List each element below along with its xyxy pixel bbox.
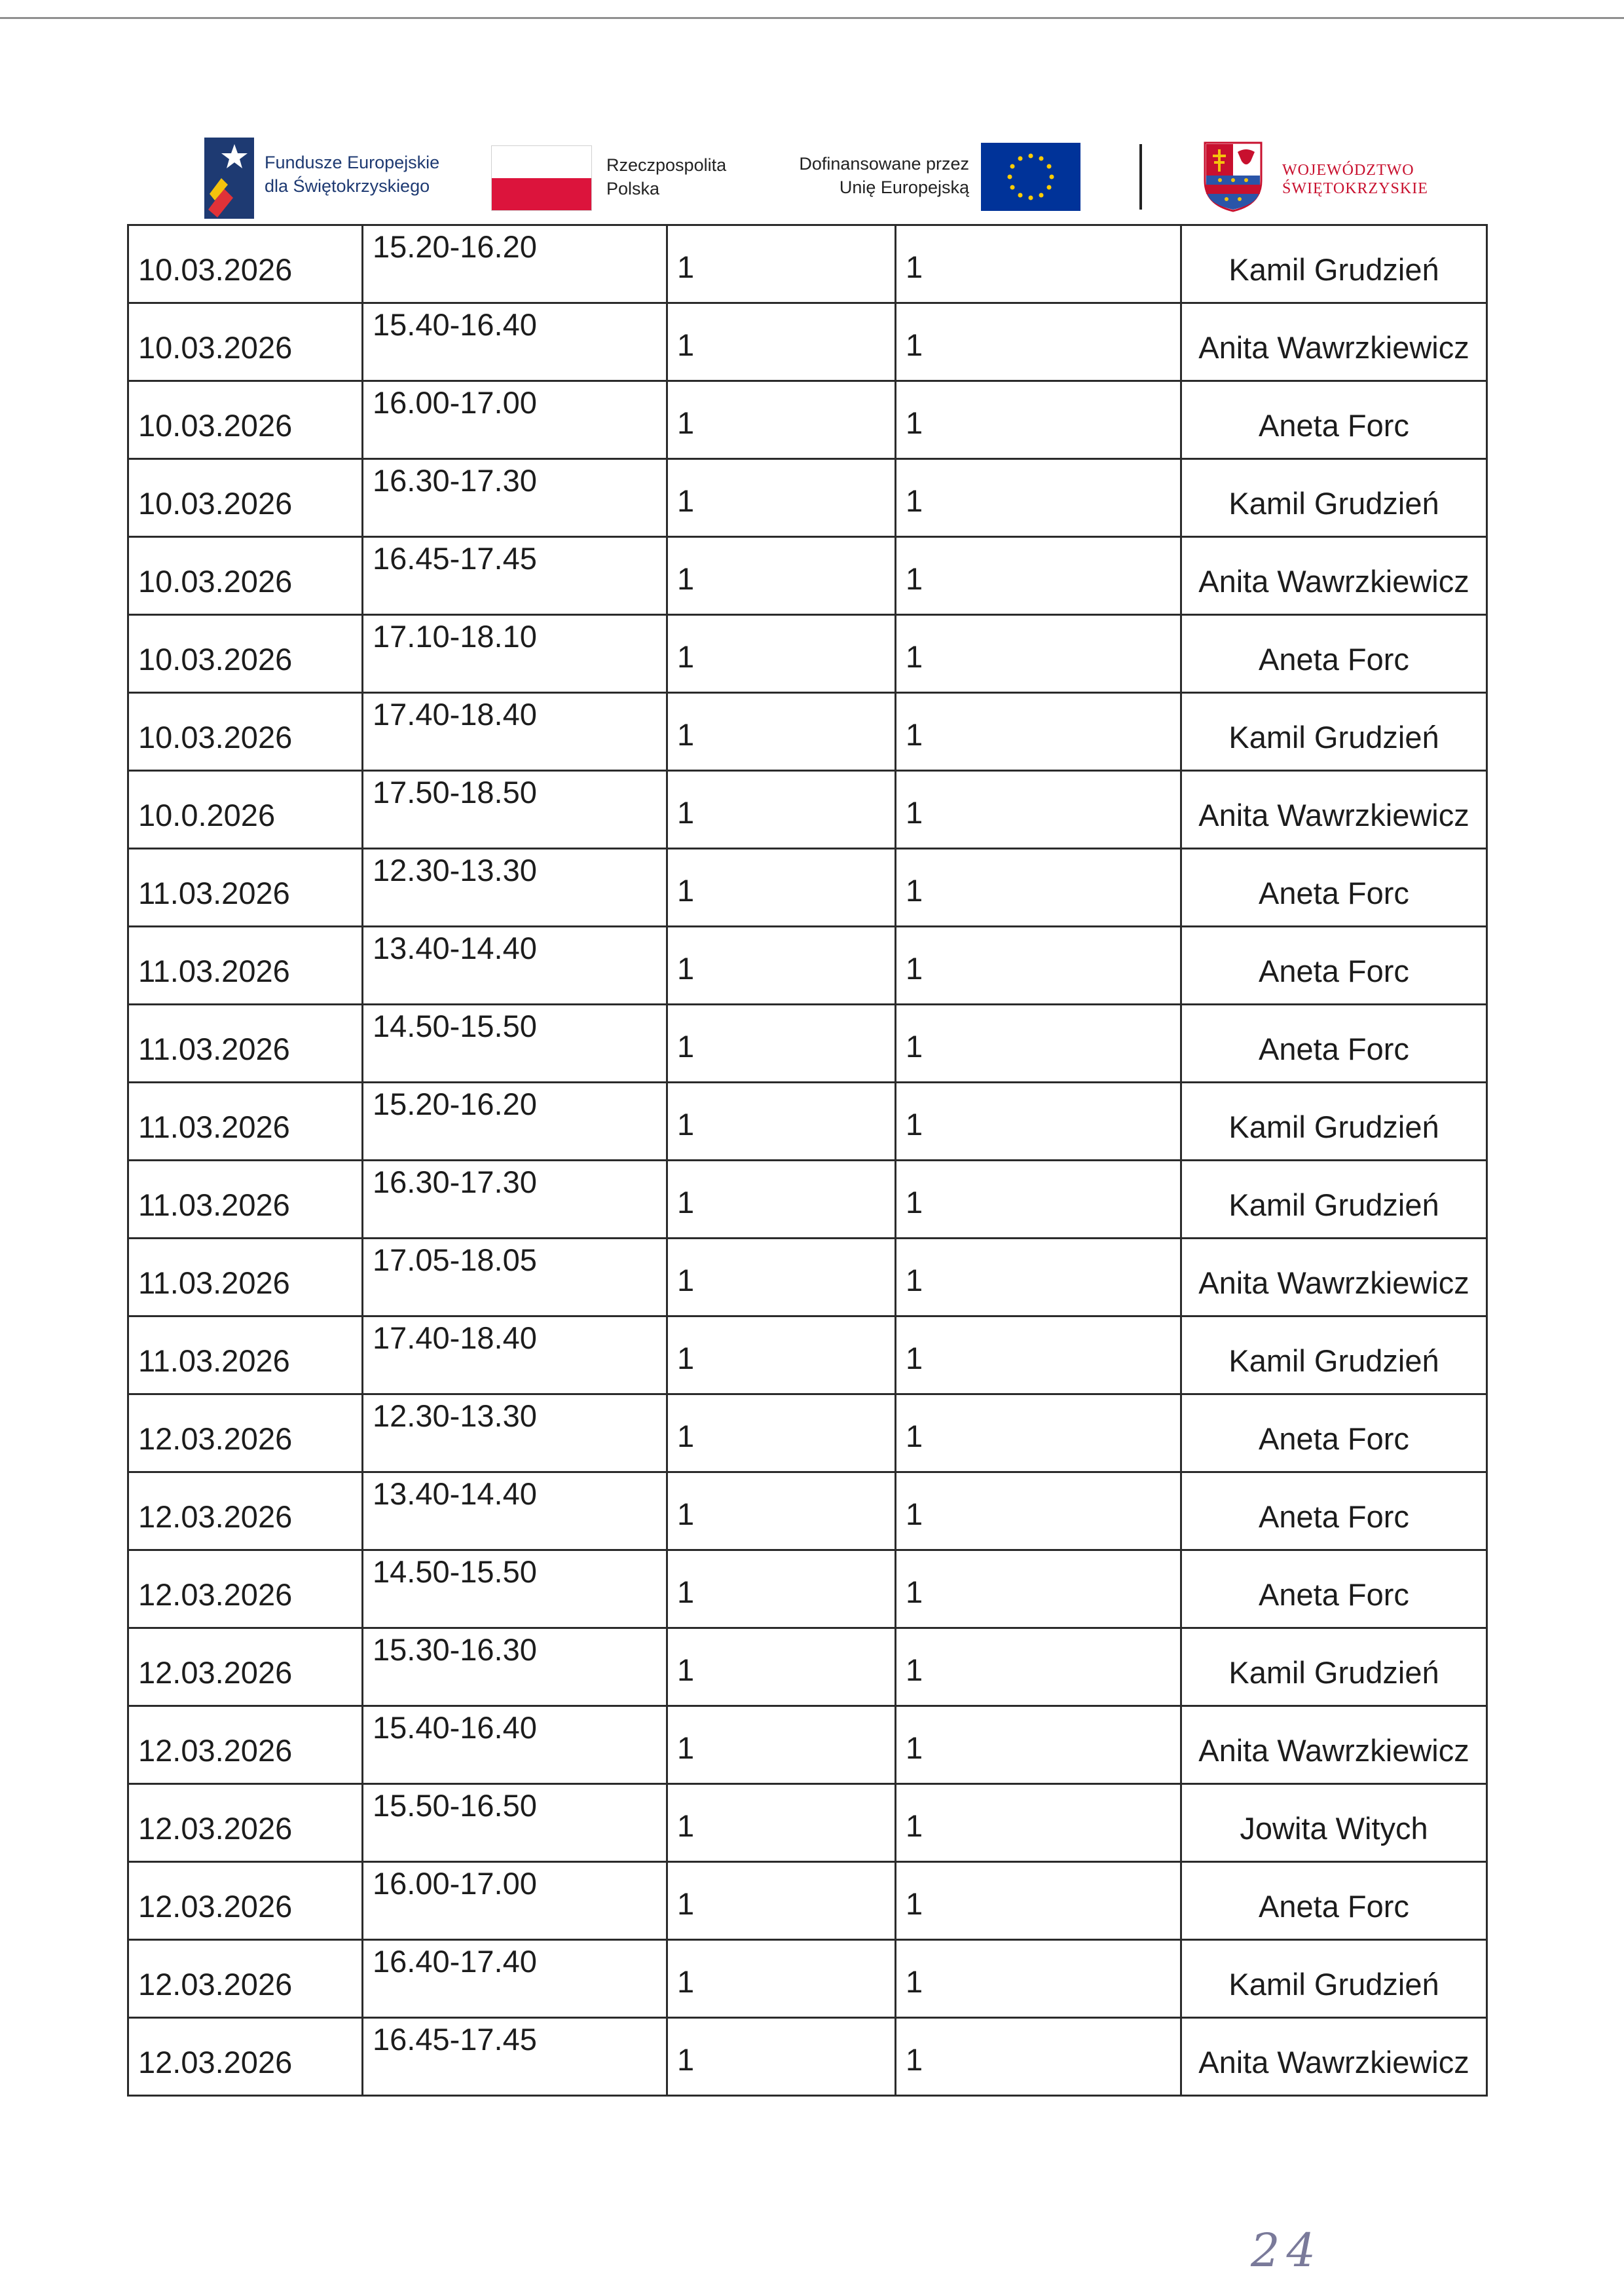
schedule-table xyxy=(127,224,1488,2097)
table-row xyxy=(128,1940,1487,2018)
time-cell xyxy=(363,2018,667,2096)
count-a-cell xyxy=(667,225,896,303)
date-text: 12.03.2026 xyxy=(138,1655,293,1690)
count-a-cell xyxy=(667,1083,896,1161)
count-b-cell xyxy=(896,1472,1181,1550)
time-text: 15.40-16.40 xyxy=(373,1710,537,1745)
date-cell xyxy=(128,537,363,615)
count-a-text: 1 xyxy=(677,1497,695,1531)
time-cell xyxy=(363,459,667,537)
count-a-text: 1 xyxy=(677,327,695,362)
table-row xyxy=(128,771,1487,849)
time-cell xyxy=(363,1550,667,1628)
count-b-cell xyxy=(896,459,1181,537)
date-text: 11.03.2026 xyxy=(138,1187,290,1222)
time-text: 16.00-17.00 xyxy=(373,1866,537,1901)
date-text: 11.03.2026 xyxy=(138,954,290,988)
rp-logo-line2: Polska xyxy=(606,179,660,198)
person-name-cell xyxy=(1181,849,1487,927)
time-text: 16.30-17.30 xyxy=(373,1165,537,1199)
person-name-cell xyxy=(1181,1628,1487,1706)
count-b-text: 1 xyxy=(906,1964,923,1999)
table-row xyxy=(128,225,1487,303)
count-a-text: 1 xyxy=(677,1886,695,1921)
person-name-text: Aneta Forc xyxy=(1259,1499,1409,1534)
time-cell xyxy=(363,1862,667,1940)
fe-logo-line2: dla Świętokrzyskiego xyxy=(265,176,430,196)
person-name-text: Aneta Forc xyxy=(1259,408,1409,443)
date-cell xyxy=(128,1784,363,1862)
count-a-text: 1 xyxy=(677,561,695,596)
eu-flag-icon xyxy=(981,143,1080,211)
date-text: 12.03.2026 xyxy=(138,1421,293,1456)
table-row xyxy=(128,537,1487,615)
count-b-text: 1 xyxy=(906,1886,923,1921)
person-name-text: Kamil Grudzień xyxy=(1228,1967,1439,2002)
person-name-cell xyxy=(1181,1472,1487,1550)
time-text: 15.40-16.40 xyxy=(373,307,537,342)
date-cell xyxy=(128,1940,363,2018)
date-text: 12.03.2026 xyxy=(138,1889,293,1924)
count-a-text: 1 xyxy=(677,405,695,440)
ws-logo-text xyxy=(1282,161,1428,198)
time-cell xyxy=(363,1083,667,1161)
person-name-cell xyxy=(1181,1316,1487,1394)
time-text: 13.40-14.40 xyxy=(373,931,537,965)
date-text: 12.03.2026 xyxy=(138,2045,293,2080)
table-row xyxy=(128,1784,1487,1862)
count-a-cell xyxy=(667,459,896,537)
date-text: 10.03.2026 xyxy=(138,564,293,599)
person-name-text: Anita Wawrzkiewicz xyxy=(1198,2045,1469,2080)
rzeczpospolita-polska-logo xyxy=(491,145,740,211)
count-a-cell xyxy=(667,1394,896,1472)
person-name-cell xyxy=(1181,1862,1487,1940)
count-b-text: 1 xyxy=(906,1652,923,1687)
count-a-text: 1 xyxy=(677,2042,695,2077)
time-text: 12.30-13.30 xyxy=(373,853,537,887)
ws-logo-line2: ŚWIĘTOKRZYSKIE xyxy=(1282,180,1428,197)
time-cell xyxy=(363,1239,667,1316)
date-cell xyxy=(128,1472,363,1550)
time-cell xyxy=(363,1472,667,1550)
date-text: 12.03.2026 xyxy=(138,1967,293,2002)
person-name-cell xyxy=(1181,1550,1487,1628)
table-row xyxy=(128,615,1487,693)
time-text: 13.40-14.40 xyxy=(373,1476,537,1511)
count-b-cell xyxy=(896,849,1181,927)
time-cell xyxy=(363,1940,667,2018)
count-a-cell xyxy=(667,1628,896,1706)
count-b-text: 1 xyxy=(906,1419,923,1453)
count-b-cell xyxy=(896,771,1181,849)
count-a-text: 1 xyxy=(677,873,695,908)
date-cell xyxy=(128,1239,363,1316)
count-a-text: 1 xyxy=(677,1185,695,1220)
count-b-text: 1 xyxy=(906,561,923,596)
count-b-text: 1 xyxy=(906,1808,923,1843)
person-name-cell xyxy=(1181,1784,1487,1862)
count-b-cell xyxy=(896,2018,1181,2096)
logo-bar xyxy=(0,0,1624,223)
count-a-text: 1 xyxy=(677,1341,695,1375)
date-text: 10.03.2026 xyxy=(138,330,293,365)
count-b-cell xyxy=(896,303,1181,381)
count-b-text: 1 xyxy=(906,1107,923,1142)
fe-logo-line1: Fundusze Europejskie xyxy=(265,153,440,172)
count-a-text: 1 xyxy=(677,1107,695,1142)
time-text: 17.50-18.50 xyxy=(373,775,537,810)
date-text: 11.03.2026 xyxy=(138,1110,290,1144)
table-row xyxy=(128,849,1487,927)
time-cell xyxy=(363,1161,667,1239)
time-text: 14.50-15.50 xyxy=(373,1554,537,1589)
date-cell xyxy=(128,2018,363,2096)
count-b-cell xyxy=(896,1005,1181,1083)
count-b-text: 1 xyxy=(906,717,923,752)
date-cell xyxy=(128,381,363,459)
polish-flag-icon xyxy=(491,145,592,211)
count-b-text: 1 xyxy=(906,951,923,986)
time-cell xyxy=(363,381,667,459)
person-name-cell xyxy=(1181,1940,1487,2018)
count-b-cell xyxy=(896,1628,1181,1706)
count-a-cell xyxy=(667,1940,896,2018)
coat-of-arms-icon xyxy=(1204,141,1263,212)
person-name-text: Jowita Witych xyxy=(1240,1811,1428,1846)
count-b-text: 1 xyxy=(906,1263,923,1297)
table-row xyxy=(128,1706,1487,1784)
table-row xyxy=(128,1083,1487,1161)
time-text: 16.40-17.40 xyxy=(373,1944,537,1979)
table-row xyxy=(128,1628,1487,1706)
date-cell xyxy=(128,1862,363,1940)
person-name-cell xyxy=(1181,1394,1487,1472)
person-name-cell xyxy=(1181,1161,1487,1239)
date-cell xyxy=(128,1083,363,1161)
fundusze-europejskie-logo xyxy=(204,131,479,223)
time-text: 16.45-17.45 xyxy=(373,2022,537,2057)
date-text: 10.0.2026 xyxy=(138,798,276,832)
time-cell xyxy=(363,1316,667,1394)
count-a-text: 1 xyxy=(677,1029,695,1064)
count-a-text: 1 xyxy=(677,1964,695,1999)
count-a-text: 1 xyxy=(677,1652,695,1687)
time-text: 17.05-18.05 xyxy=(373,1242,537,1277)
count-a-text: 1 xyxy=(677,1263,695,1297)
ws-logo-line1: WOJEWÓDZTWO xyxy=(1282,162,1414,179)
count-a-text: 1 xyxy=(677,951,695,986)
eu-logo-text xyxy=(799,152,969,199)
table-row xyxy=(128,2018,1487,2096)
person-name-text: Anita Wawrzkiewicz xyxy=(1198,330,1469,365)
count-a-cell xyxy=(667,693,896,771)
time-text: 14.50-15.50 xyxy=(373,1009,537,1043)
date-cell xyxy=(128,303,363,381)
table-row xyxy=(128,693,1487,771)
count-b-cell xyxy=(896,927,1181,1005)
person-name-text: Kamil Grudzień xyxy=(1228,486,1439,521)
count-b-cell xyxy=(896,1784,1181,1862)
date-text: 12.03.2026 xyxy=(138,1733,293,1768)
count-a-cell xyxy=(667,771,896,849)
time-text: 17.40-18.40 xyxy=(373,697,537,732)
count-b-cell xyxy=(896,1394,1181,1472)
eu-logo-line2: Unię Europejską xyxy=(839,177,969,197)
date-cell xyxy=(128,927,363,1005)
count-a-cell xyxy=(667,2018,896,2096)
person-name-cell xyxy=(1181,459,1487,537)
count-a-cell xyxy=(667,381,896,459)
person-name-text: Kamil Grudzień xyxy=(1228,720,1439,755)
eu-logo-line1: Dofinansowane przez xyxy=(799,154,969,174)
count-b-text: 1 xyxy=(906,639,923,674)
count-a-text: 1 xyxy=(677,795,695,830)
rp-logo-line1: Rzeczpospolita xyxy=(606,155,727,175)
person-name-cell xyxy=(1181,693,1487,771)
count-a-cell xyxy=(667,1239,896,1316)
time-text: 16.00-17.00 xyxy=(373,385,537,420)
count-b-cell xyxy=(896,1239,1181,1316)
person-name-cell xyxy=(1181,1005,1487,1083)
table-row xyxy=(128,1472,1487,1550)
count-a-cell xyxy=(667,1550,896,1628)
person-name-text: Aneta Forc xyxy=(1259,1889,1409,1924)
person-name-text: Kamil Grudzień xyxy=(1228,252,1439,287)
date-cell xyxy=(128,1005,363,1083)
time-cell xyxy=(363,615,667,693)
count-a-text: 1 xyxy=(677,639,695,674)
count-b-cell xyxy=(896,1316,1181,1394)
time-cell xyxy=(363,225,667,303)
count-a-text: 1 xyxy=(677,1730,695,1765)
count-a-cell xyxy=(667,849,896,927)
person-name-text: Anita Wawrzkiewicz xyxy=(1198,1265,1469,1300)
date-cell xyxy=(128,1550,363,1628)
count-b-cell xyxy=(896,693,1181,771)
count-b-cell xyxy=(896,537,1181,615)
date-text: 11.03.2026 xyxy=(138,1343,290,1378)
date-cell xyxy=(128,225,363,303)
table-row xyxy=(128,1862,1487,1940)
person-name-text: Anita Wawrzkiewicz xyxy=(1198,564,1469,599)
time-cell xyxy=(363,1706,667,1784)
rp-logo-text xyxy=(606,153,726,200)
person-name-cell xyxy=(1181,381,1487,459)
person-name-cell xyxy=(1181,225,1487,303)
count-b-cell xyxy=(896,1083,1181,1161)
count-a-cell xyxy=(667,1862,896,1940)
time-cell xyxy=(363,693,667,771)
count-b-text: 1 xyxy=(906,1341,923,1375)
date-text: 11.03.2026 xyxy=(138,1032,290,1066)
date-cell xyxy=(128,615,363,693)
person-name-text: Kamil Grudzień xyxy=(1228,1110,1439,1144)
count-a-text: 1 xyxy=(677,250,695,284)
person-name-cell xyxy=(1181,771,1487,849)
count-a-text: 1 xyxy=(677,1419,695,1453)
person-name-cell xyxy=(1181,927,1487,1005)
logo-divider xyxy=(1139,144,1142,210)
time-text: 15.20-16.20 xyxy=(373,1087,537,1121)
time-text: 16.45-17.45 xyxy=(373,541,537,576)
date-cell xyxy=(128,459,363,537)
date-text: 11.03.2026 xyxy=(138,1265,290,1300)
time-cell xyxy=(363,1005,667,1083)
time-text: 16.30-17.30 xyxy=(373,463,537,498)
person-name-cell xyxy=(1181,1239,1487,1316)
count-a-cell xyxy=(667,1706,896,1784)
person-name-text: Kamil Grudzień xyxy=(1228,1187,1439,1222)
count-a-cell xyxy=(667,1784,896,1862)
count-b-text: 1 xyxy=(906,1497,923,1531)
table-row xyxy=(128,1239,1487,1316)
time-cell xyxy=(363,771,667,849)
person-name-cell xyxy=(1181,1706,1487,1784)
person-name-cell xyxy=(1181,615,1487,693)
count-b-text: 1 xyxy=(906,250,923,284)
count-b-cell xyxy=(896,381,1181,459)
person-name-text: Aneta Forc xyxy=(1259,954,1409,988)
time-cell xyxy=(363,927,667,1005)
date-text: 10.03.2026 xyxy=(138,486,293,521)
count-b-text: 1 xyxy=(906,1185,923,1220)
count-b-text: 1 xyxy=(906,2042,923,2077)
time-cell xyxy=(363,849,667,927)
schedule-table-body xyxy=(128,225,1487,2096)
handwritten-page-number: 24 xyxy=(1251,2224,1323,2277)
table-row xyxy=(128,1316,1487,1394)
date-cell xyxy=(128,1394,363,1472)
table-row xyxy=(128,927,1487,1005)
count-a-text: 1 xyxy=(677,717,695,752)
time-cell xyxy=(363,1394,667,1472)
count-a-cell xyxy=(667,303,896,381)
person-name-cell xyxy=(1181,2018,1487,2096)
count-a-text: 1 xyxy=(677,483,695,518)
fe-logo-text xyxy=(265,151,439,198)
count-b-text: 1 xyxy=(906,1575,923,1609)
count-b-cell xyxy=(896,1940,1181,2018)
table-row xyxy=(128,1005,1487,1083)
date-cell xyxy=(128,1161,363,1239)
time-cell xyxy=(363,1628,667,1706)
person-name-text: Aneta Forc xyxy=(1259,876,1409,910)
count-b-cell xyxy=(896,225,1181,303)
time-cell xyxy=(363,537,667,615)
table-row xyxy=(128,1550,1487,1628)
date-cell xyxy=(128,1706,363,1784)
count-a-cell xyxy=(667,1161,896,1239)
count-b-text: 1 xyxy=(906,795,923,830)
person-name-text: Kamil Grudzień xyxy=(1228,1343,1439,1378)
count-a-cell xyxy=(667,927,896,1005)
date-cell xyxy=(128,693,363,771)
count-b-text: 1 xyxy=(906,873,923,908)
count-b-cell xyxy=(896,1161,1181,1239)
person-name-text: Kamil Grudzień xyxy=(1228,1655,1439,1690)
count-b-cell xyxy=(896,1862,1181,1940)
date-text: 12.03.2026 xyxy=(138,1811,293,1846)
count-b-text: 1 xyxy=(906,405,923,440)
person-name-cell xyxy=(1181,303,1487,381)
count-b-text: 1 xyxy=(906,1730,923,1765)
eu-cofinanced-logo xyxy=(773,143,1080,211)
date-text: 10.03.2026 xyxy=(138,252,293,287)
count-b-cell xyxy=(896,1706,1181,1784)
date-cell xyxy=(128,771,363,849)
count-a-cell xyxy=(667,537,896,615)
count-b-text: 1 xyxy=(906,483,923,518)
time-text: 15.30-16.30 xyxy=(373,1632,537,1667)
time-cell xyxy=(363,303,667,381)
table-row xyxy=(128,381,1487,459)
count-a-cell xyxy=(667,1472,896,1550)
fe-star-mark-icon xyxy=(204,138,254,219)
person-name-cell xyxy=(1181,537,1487,615)
time-text: 15.50-16.50 xyxy=(373,1788,537,1823)
table-row xyxy=(128,303,1487,381)
count-b-text: 1 xyxy=(906,327,923,362)
time-text: 15.20-16.20 xyxy=(373,229,537,264)
date-cell xyxy=(128,1628,363,1706)
date-text: 10.03.2026 xyxy=(138,408,293,443)
table-row xyxy=(128,459,1487,537)
count-b-cell xyxy=(896,615,1181,693)
count-a-text: 1 xyxy=(677,1575,695,1609)
person-name-text: Anita Wawrzkiewicz xyxy=(1198,798,1469,832)
table-row xyxy=(128,1394,1487,1472)
count-a-cell xyxy=(667,1005,896,1083)
time-text: 12.30-13.30 xyxy=(373,1398,537,1433)
count-a-cell xyxy=(667,615,896,693)
count-b-cell xyxy=(896,1550,1181,1628)
person-name-text: Aneta Forc xyxy=(1259,1421,1409,1456)
date-cell xyxy=(128,849,363,927)
count-b-text: 1 xyxy=(906,1029,923,1064)
date-text: 10.03.2026 xyxy=(138,642,293,677)
person-name-text: Anita Wawrzkiewicz xyxy=(1198,1733,1469,1768)
person-name-text: Aneta Forc xyxy=(1259,642,1409,677)
date-text: 10.03.2026 xyxy=(138,720,293,755)
person-name-text: Aneta Forc xyxy=(1259,1032,1409,1066)
date-text: 12.03.2026 xyxy=(138,1499,293,1534)
time-text: 17.10-18.10 xyxy=(373,619,537,654)
date-text: 11.03.2026 xyxy=(138,876,290,910)
time-text: 17.40-18.40 xyxy=(373,1320,537,1355)
person-name-text: Aneta Forc xyxy=(1259,1577,1409,1612)
count-a-text: 1 xyxy=(677,1808,695,1843)
date-cell xyxy=(128,1316,363,1394)
time-cell xyxy=(363,1784,667,1862)
date-text: 12.03.2026 xyxy=(138,1577,293,1612)
person-name-cell xyxy=(1181,1083,1487,1161)
wojewodztwo-swietokrzyskie-logo xyxy=(1204,141,1452,214)
count-a-cell xyxy=(667,1316,896,1394)
table-row xyxy=(128,1161,1487,1239)
